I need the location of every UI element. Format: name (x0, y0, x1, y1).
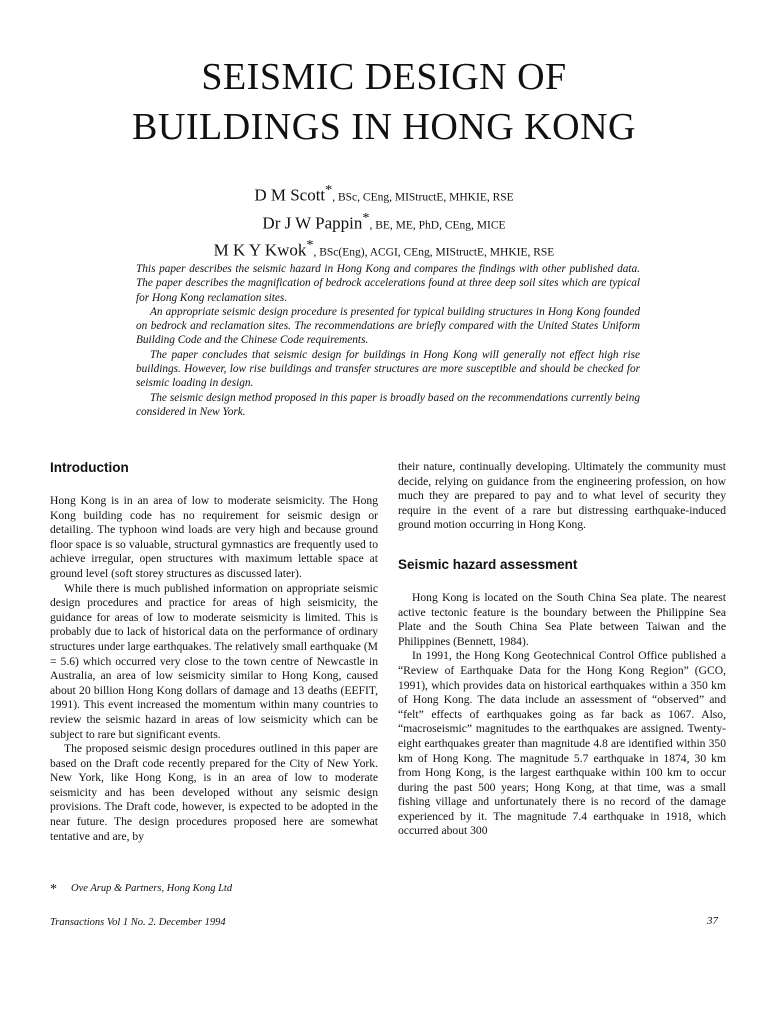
author-mark: * (306, 237, 314, 254)
section-heading-seismic-hazard: Seismic hazard assessment (398, 556, 578, 572)
footnote-mark: * (50, 882, 57, 897)
author-line (0, 180, 768, 208)
author-name: Dr J W Pappin (262, 213, 363, 233)
journal-citation: Transactions Vol 1 No. 2. December 1994 (50, 917, 226, 928)
author-mark: * (362, 209, 370, 226)
abstract-paragraph: The seismic design method proposed in this paper is broadly based on the recommendations currently being considered in New York. (136, 391, 640, 418)
body-paragraph: Hong Kong is in an area of low to moderate seismicity. The Hong Kong building code has no requirement for seismic design or detailing. The typhoon wind loads are very high and because ground floor space is so valuable, structural gymnastics are frequently used to achieve irregular, open structures with maximum lettable space at ground level (soft storey structures as discussed later). (50, 494, 378, 580)
body-paragraph: their nature, continually developing. Ultimately the community must decide, relying on guidance from the engineering profession, on how much they are prepared to pay and to what level of security they require in the event of a rare but distressing earthquake-induced ground motion occurring in Hong Kong. (398, 460, 726, 532)
author-name: D M Scott (254, 185, 326, 205)
footnote-text: Ove Arup & Partners, Hong Kong Ltd (71, 883, 233, 894)
section-heading-introduction: Introduction (50, 460, 129, 475)
body-paragraph: While there is much published information on appropriate seismic design procedures and practice for areas of high seismicity, the guidance for areas of low to moderate seismicity is limited. This is probably due to lack of historical data on the performance of ordinary structures under large earthquakes. The relatively small earthquake (M = 5.6) which occurred very close to the town centre of Newcastle in Australia, an area of low seismicity similar to Hong Kong, caused about 20 billion Hong Kong dollars of damage and 13 deaths (EEFIT, 1991). This event increased the momentum within many countries to review the seismic hazard in areas of low seismicity which can be subject to rare but significant events. (50, 581, 378, 741)
abstract (136, 262, 640, 419)
title-line-2: BUILDINGS IN HONG KONG (132, 106, 636, 148)
author-line (0, 208, 768, 236)
author-credentials: , BE, ME, PhD, CEng, MICE (369, 219, 506, 232)
author-credentials: , BSc, CEng, MIStructE, MHKIE, RSE (332, 191, 514, 204)
author-name: M K Y Kwok (213, 240, 307, 260)
right-column (398, 460, 726, 839)
body-paragraph: Hong Kong is located on the South China Sea plate. The nearest active tectonic feature is the boundary between the Philippine Sea Plate and the South China Sea Plate between Taiwan and the Philippines (Bennett, 1984). (398, 590, 726, 648)
page-number: 37 (707, 915, 718, 927)
abstract-paragraph: An appropriate seismic design procedure is presented for typical building structures in Hong Kong founded on bedrock and reclamation sites. The recommendations are briefly compared with the United States Uniform Building Code and the Chinese Code requirements. (136, 305, 640, 347)
author-line (0, 235, 768, 263)
abstract-paragraph: The paper concludes that seismic design for buildings in Hong Kong will generally not effect high rise buildings. However, low rise buildings and transfer structures are more susceptible and should be checked for seismic loading in design. (136, 348, 640, 390)
body-paragraph: The proposed seismic design procedures outlined in this paper are based on the Draft code recently prepared for the City of New York. New York, like Hong Kong, is in an area of low to moderate seismicity and has been developed without any seismic design provisions. The Draft code, however, is expected to be adopted in the near future. The design procedures proposed here are somewhat tentative and are, by (50, 742, 378, 843)
author-mark: * (325, 182, 333, 198)
affiliation-footnote (50, 882, 450, 896)
paper-title (0, 52, 768, 152)
left-column (50, 460, 378, 844)
author-list (0, 180, 768, 263)
author-credentials: , BSc(Eng), ACGI, CEng, MIStructE, MHKIE, RSE (313, 246, 555, 259)
title-line-1: SEISMIC DESIGN OF (201, 56, 567, 98)
abstract-paragraph: This paper describes the seismic hazard in Hong Kong and compares the findings with other published data. The paper describes the magnification of bedrock accelerations found at three deep soil sites which are typical for Hong Kong reclamation sites. (136, 263, 640, 304)
body-paragraph: In 1991, the Hong Kong Geotechnical Control Office published a “Review of Earthquake Data for the Hong Kong Region” (GCO, 1991), which provides data on historical earthquakes within a 350 km of Hong Kong. The data include an assessment of “observed” and “felt” effects of earthquakes going as far back as 1067. Also, “macroseismic” magnitudes to the earthquakes are assigned. Twenty-eight earthquakes greater than magnitude 4.8 are identified within 350 km of Hong Kong. The magnitude 5.7 earthquake in 1874, 30 km from Hong Kong, is the largest earthquake within 100 km to occur during the past 500 years; Hong Kong, at that time, was a small fishing village and unfortunately there is no record of the damage experienced by it. The magnitude 7.4 earthquake in 1918, which occurred about 300 (398, 649, 726, 838)
